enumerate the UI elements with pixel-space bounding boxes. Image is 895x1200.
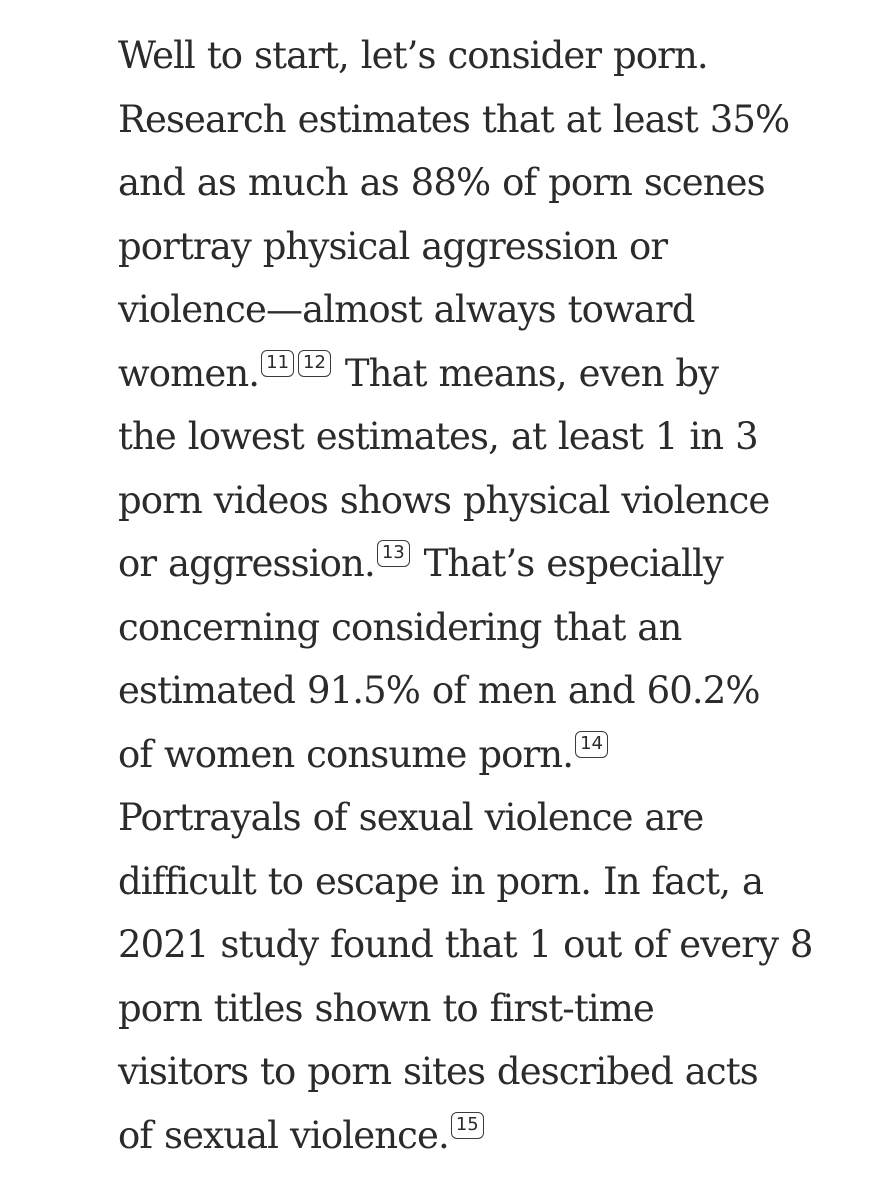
citation-link-13[interactable]: 13: [377, 540, 410, 567]
text-line: porn titles shown to first-time: [118, 986, 654, 1030]
citation-link-14[interactable]: 14: [575, 731, 608, 758]
citation-link-12[interactable]: 12: [298, 350, 331, 377]
text-line: [118, 723, 808, 787]
text-line: 2021 study found that 1 out of every 8: [118, 923, 813, 966]
text-line: visitors to porn sites described acts: [118, 1050, 758, 1093]
text-segment: women.: [118, 351, 260, 395]
text-line: concerning considering that an: [118, 605, 682, 649]
text-line: Research estimates that at least 35%: [118, 97, 790, 141]
article-body: [118, 24, 813, 1167]
text-line: Well to start, let’s consider porn.: [118, 34, 708, 77]
text-line: porn videos shows physical violence: [118, 478, 770, 522]
text-line: portray physical aggression or: [118, 224, 668, 268]
text-line: violence—almost always toward: [118, 288, 695, 331]
text-line: [118, 342, 808, 406]
text-segment: or aggression.: [118, 542, 375, 585]
text-line: [118, 1104, 808, 1168]
text-segment: of sexual violence.: [118, 1113, 449, 1157]
text-line: the lowest estimates, at least 1 in 3: [118, 415, 758, 458]
text-segment: That means, even by: [344, 351, 719, 395]
text-line: Portrayals of sexual violence are: [118, 796, 704, 839]
text-line: and as much as 88% of porn scenes: [118, 161, 765, 204]
text-line: [118, 532, 808, 596]
text-segment: of women consume porn.: [118, 732, 574, 776]
text-line: estimated 91.5% of men and 60.2%: [118, 669, 760, 712]
text-line: difficult to escape in porn. In fact, a: [118, 859, 764, 903]
text-segment: That’s especially: [423, 542, 723, 585]
citation-link-15[interactable]: 15: [451, 1112, 484, 1139]
citation-link-11[interactable]: 11: [261, 350, 294, 377]
